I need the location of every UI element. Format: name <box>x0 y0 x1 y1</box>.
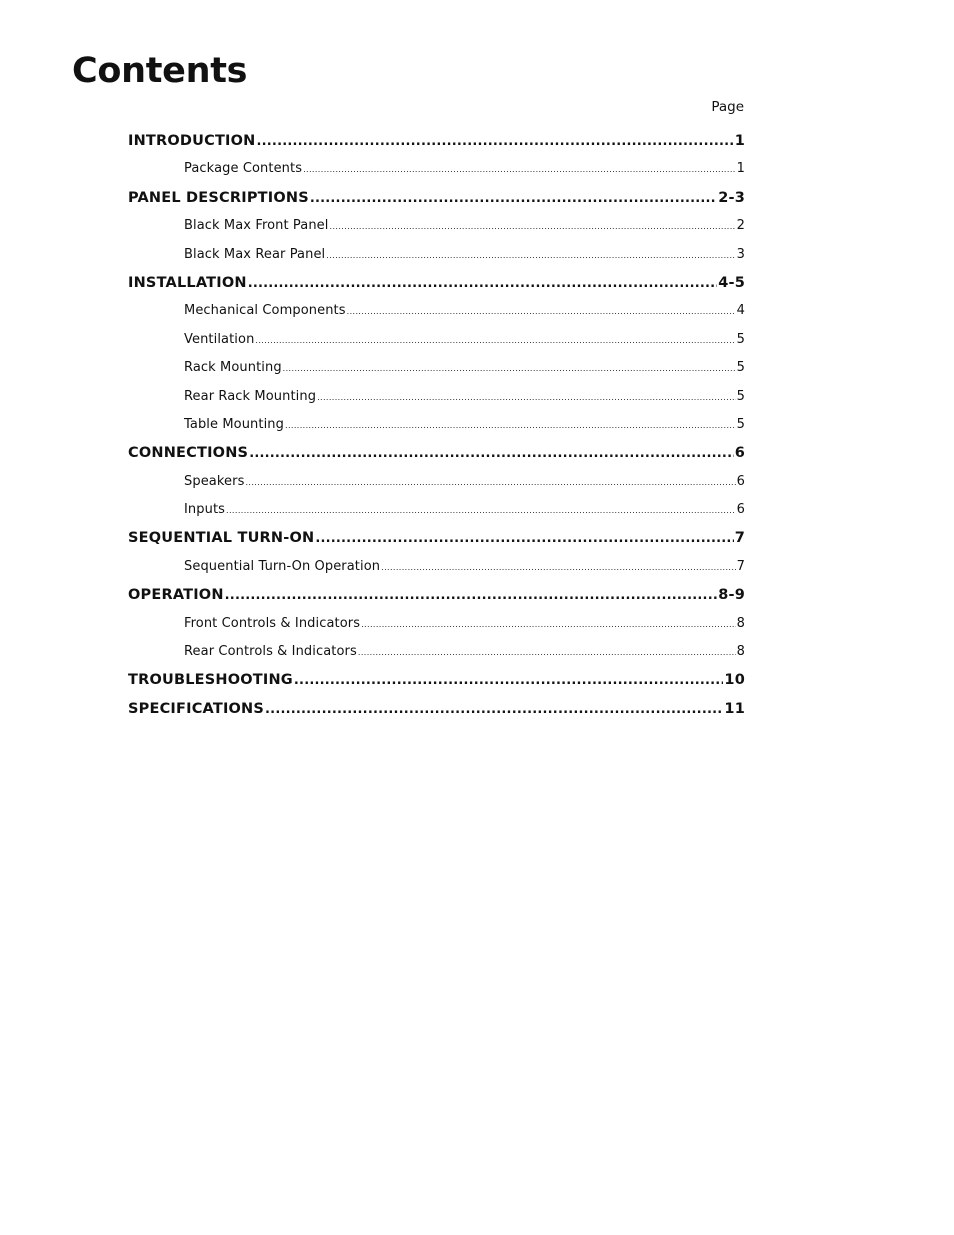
toc-entry-label: INSTALLATION <box>128 274 247 291</box>
toc-entry-label: Inputs <box>184 502 226 518</box>
dot-leader <box>294 667 723 694</box>
toc-subsection-entry[interactable] <box>128 610 745 638</box>
dot-leader <box>361 611 736 638</box>
toc-entry-label: Rear Controls & Indicators <box>184 644 357 660</box>
toc-entry-page-number: 2-3 <box>718 189 745 206</box>
dot-leader <box>257 128 734 155</box>
toc-entry-page-number: 7 <box>734 530 745 547</box>
toc-entry-label: CONNECTIONS <box>128 445 249 462</box>
toc-entry-label: Sequential Turn-On Operation <box>184 558 381 574</box>
toc-subsection-entry[interactable] <box>128 241 745 269</box>
dot-leader <box>315 525 733 552</box>
toc-subsection-entry[interactable] <box>128 212 745 240</box>
dot-leader <box>347 298 736 325</box>
toc-entry-page-number: 7 <box>736 558 745 574</box>
toc-entry-page-number: 4 <box>736 303 745 319</box>
toc-section-entry[interactable] <box>128 666 745 694</box>
toc-entry-page-number: 8-9 <box>718 587 745 604</box>
dot-leader <box>381 554 736 581</box>
toc-entry-label: SEQUENTIAL TURN-ON <box>128 530 315 547</box>
toc-entry-page-number: 10 <box>724 672 745 689</box>
dot-leader <box>255 327 735 354</box>
toc-section-entry[interactable] <box>128 524 745 552</box>
toc-entry-page-number: 4-5 <box>718 274 745 291</box>
dot-leader <box>358 639 736 666</box>
toc-entry-page-number: 8 <box>736 615 745 631</box>
dot-leader <box>245 469 735 496</box>
dot-leader <box>317 384 736 411</box>
toc-subsection-entry[interactable] <box>128 155 745 183</box>
toc-entry-page-number: 8 <box>736 644 745 660</box>
toc-subsection-entry[interactable] <box>128 354 745 382</box>
dot-leader <box>310 185 717 212</box>
dot-leader <box>285 412 736 439</box>
toc-section-entry[interactable] <box>128 695 745 723</box>
toc-subsection-entry[interactable] <box>128 496 745 524</box>
toc-entry-page-number: 5 <box>736 360 745 376</box>
toc-entry-label: Package Contents <box>184 161 303 177</box>
dot-leader <box>283 355 736 382</box>
toc-section-entry[interactable] <box>128 184 745 212</box>
toc-entry-page-number: 3 <box>736 246 745 262</box>
toc-entry-page-number: 2 <box>736 218 745 234</box>
dot-leader <box>303 156 736 183</box>
toc-subsection-entry[interactable] <box>128 553 745 581</box>
toc-entry-page-number: 6 <box>736 473 745 489</box>
toc-entry-label: Black Max Front Panel <box>184 218 329 234</box>
toc-entry-label: Black Max Rear Panel <box>184 246 326 262</box>
dot-leader <box>249 440 734 467</box>
toc-entry-label: SPECIFICATIONS <box>128 700 265 717</box>
toc-section-entry[interactable] <box>128 127 745 155</box>
toc-entry-page-number: 1 <box>736 161 745 177</box>
toc-subsection-entry[interactable] <box>128 468 745 496</box>
toc-subsection-entry[interactable] <box>128 383 745 411</box>
toc-entry-label: Ventilation <box>184 331 255 347</box>
toc-subsection-entry[interactable] <box>128 638 745 666</box>
dot-leader <box>326 242 735 269</box>
dot-leader <box>225 582 718 609</box>
toc-entry-label: OPERATION <box>128 587 224 604</box>
toc-entry-label: PANEL DESCRIPTIONS <box>128 189 309 206</box>
toc-entry-page-number: 1 <box>734 133 745 149</box>
toc-subsection-entry[interactable] <box>128 326 745 354</box>
toc-entry-page-number: 11 <box>724 700 745 717</box>
dot-leader <box>226 497 736 524</box>
toc-entry-page-number: 5 <box>736 416 745 432</box>
toc-subsection-entry[interactable] <box>128 411 745 439</box>
table-of-contents <box>128 127 745 723</box>
toc-section-entry[interactable] <box>128 439 745 467</box>
page-title: Contents <box>72 51 248 91</box>
toc-entry-label: TROUBLESHOOTING <box>128 672 293 689</box>
toc-entry-label: Rack Mounting <box>184 360 282 376</box>
toc-entry-label: Rear Rack Mounting <box>184 388 317 404</box>
toc-entry-page-number: 5 <box>736 388 745 404</box>
dot-leader <box>265 696 723 723</box>
toc-entry-label: Front Controls & Indicators <box>184 615 361 631</box>
toc-entry-label: INTRODUCTION <box>128 133 256 149</box>
toc-entry-page-number: 5 <box>736 331 745 347</box>
toc-entry-label: Table Mounting <box>184 416 284 432</box>
page-column-label: Page <box>711 99 744 115</box>
dot-leader <box>330 213 736 240</box>
toc-section-entry[interactable] <box>128 269 745 297</box>
dot-leader <box>248 270 718 297</box>
toc-entry-page-number: 6 <box>736 502 745 518</box>
toc-entry-page-number: 6 <box>734 445 745 462</box>
toc-section-entry[interactable] <box>128 581 745 609</box>
toc-subsection-entry[interactable] <box>128 297 745 325</box>
toc-entry-label: Speakers <box>184 473 245 489</box>
toc-entry-label: Mechanical Components <box>184 303 346 319</box>
